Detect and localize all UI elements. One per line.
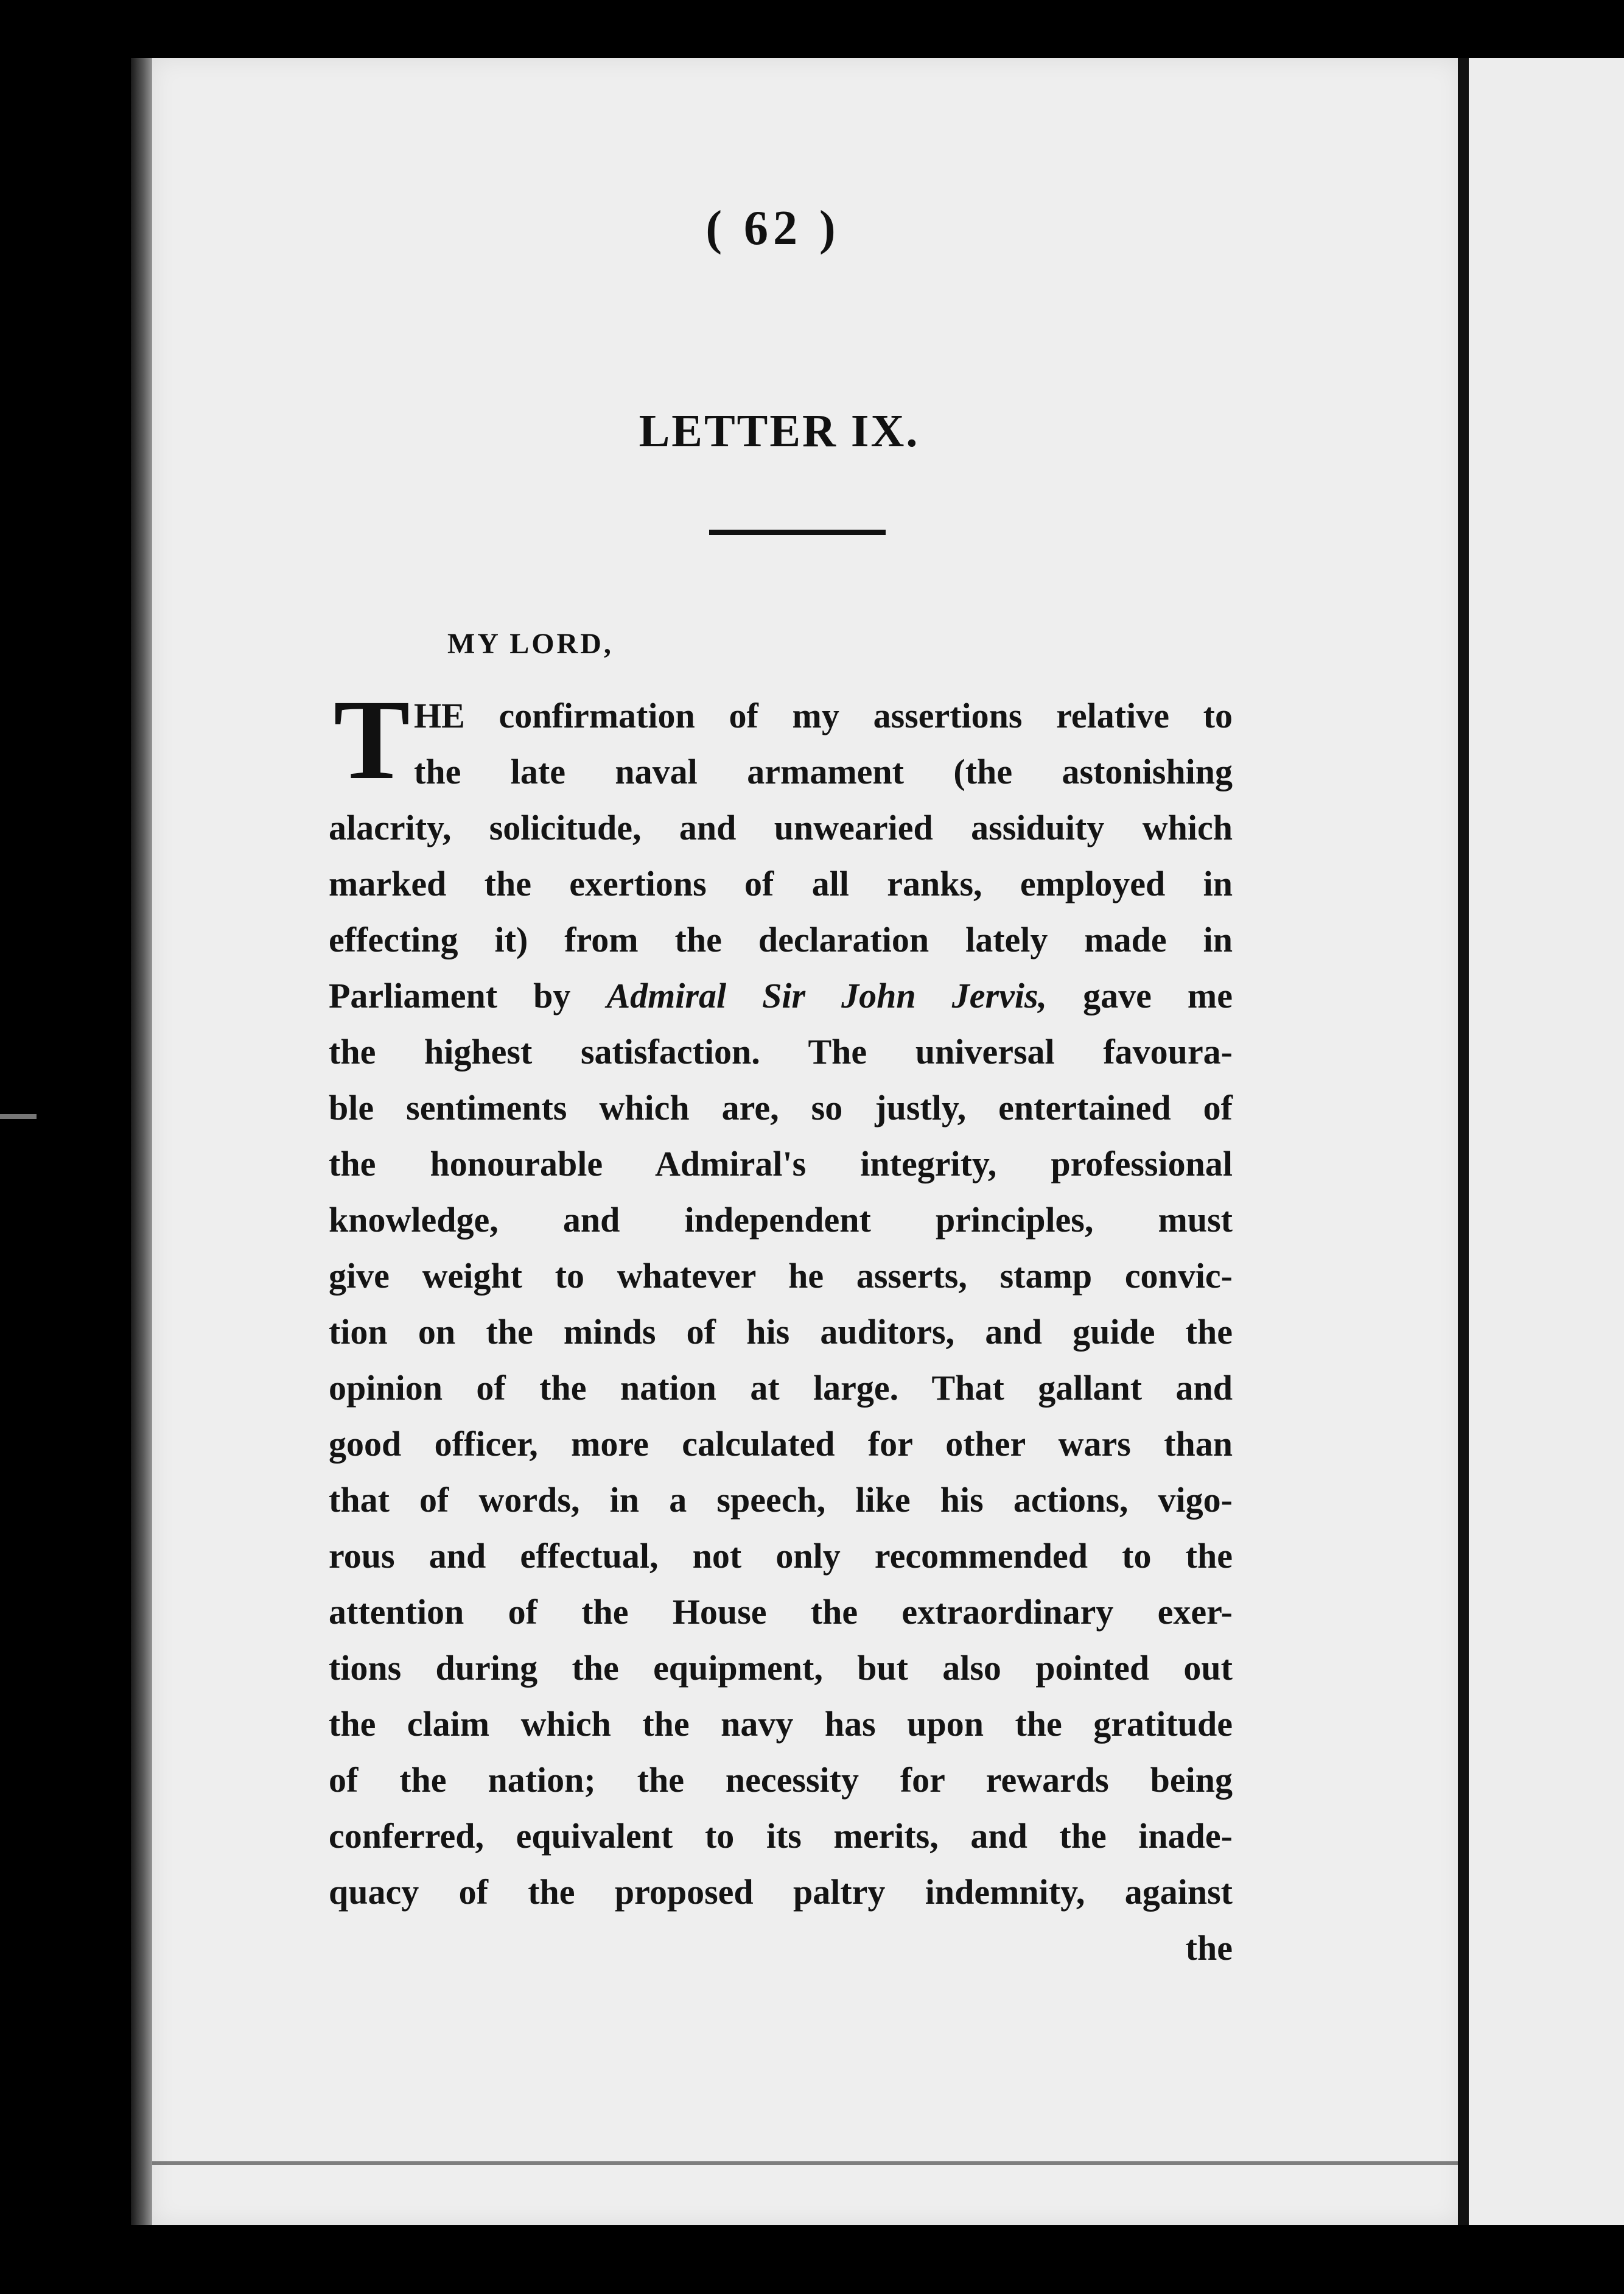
text-line: the honourable Admiral's integrity, professional <box>329 1144 1233 1184</box>
text-line: conferred, equivalent to its merits, and the inade- <box>329 1816 1233 1856</box>
italic-name: Admiral Sir John Jervis, <box>606 976 1048 1015</box>
text-line: opinion of the nation at large. That gallant and <box>329 1368 1233 1408</box>
title-rule <box>709 530 886 535</box>
facing-page-edge <box>1469 58 1624 2225</box>
text-line: the late naval armament (the astonishing <box>414 752 1233 791</box>
letter-title: LETTER IX. <box>639 405 920 457</box>
text-line: alacrity, solicitude, and unwearied assiduity which <box>329 808 1233 847</box>
page-number-header: ( 62 ) <box>705 202 841 255</box>
salutation: MY LORD, <box>447 628 614 660</box>
text-line: that of words, in a speech, like his actions, vigo- <box>329 1480 1233 1520</box>
text-line: rous and effectual, not only recommended to the <box>329 1536 1233 1576</box>
text-line: give weight to whatever he asserts, stamp convic- <box>329 1256 1233 1296</box>
catchword: the <box>1185 1928 1233 1968</box>
text-line: knowledge, and independent principles, must <box>329 1200 1233 1240</box>
text-line: tions during the equipment, but also pointed out <box>329 1648 1233 1688</box>
text-line: of the nation; the necessity for rewards being <box>329 1760 1233 1800</box>
letter-body <box>329 676 1233 1976</box>
text-line: HE confirmation of my assertions relative to <box>414 696 1233 735</box>
scan-edge-mark <box>0 1114 37 1119</box>
book-gutter <box>1458 58 1469 2225</box>
text-line: attention of the House the extraordinary exer- <box>329 1592 1233 1632</box>
text-line: quacy of the proposed paltry indemnity, against <box>329 1872 1233 1912</box>
text-line: the highest satisfaction. The universal favoura- <box>329 1032 1233 1072</box>
drop-cap: T <box>334 676 410 803</box>
text-segment: gave me <box>1083 976 1233 1015</box>
text-segment: Parliament by <box>329 976 571 1015</box>
text-line: good officer, more calculated for other wars than <box>329 1424 1233 1464</box>
text-line: the claim which the navy has upon the gratitude <box>329 1704 1233 1744</box>
text-line-with-italic <box>329 968 1233 1024</box>
text-line: effecting it) from the declaration lately made in <box>329 920 1233 959</box>
text-line: tion on the minds of his auditors, and guide the <box>329 1312 1233 1352</box>
text-line: marked the exertions of all ranks, employed in <box>329 864 1233 903</box>
text-line: ble sentiments which are, so justly, entertained of <box>329 1088 1233 1128</box>
